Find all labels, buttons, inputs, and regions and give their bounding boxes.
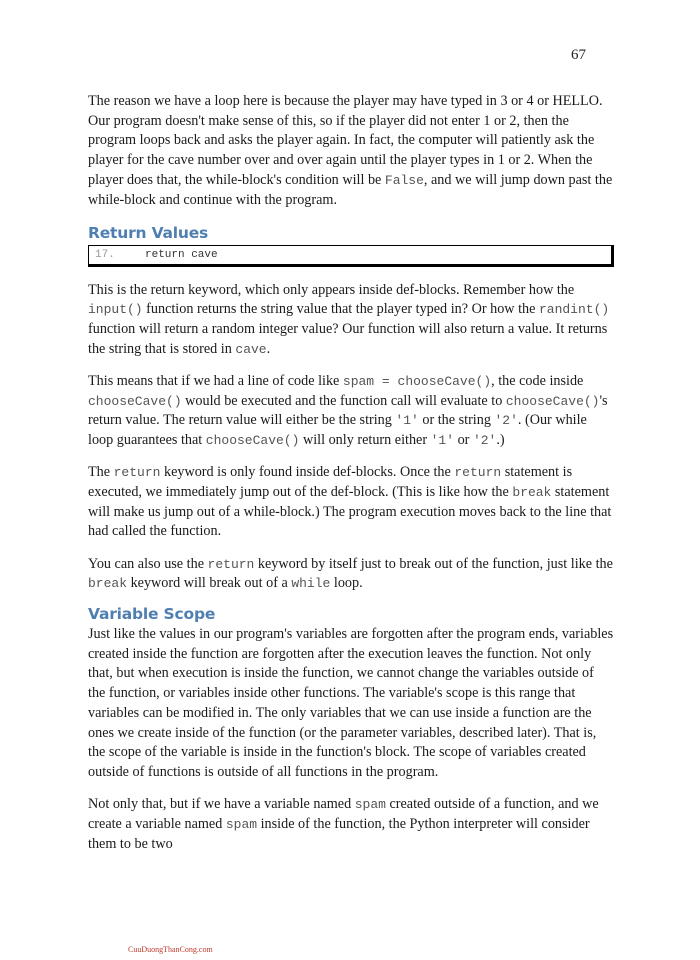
- return-paragraph-3: [88, 463, 614, 542]
- text: The reason we have a loop here is because the player may have typed in 3 or 4 or HELLO. Our program doesn't make sense of this, so if the player did not enter 1 or 2, then the program loops back and asks the player again. In fact, the computer will patiently ask the player for the cave number over and over again until the player types in 1 or 2. When the player does that, the while-block's condition will be: [88, 93, 603, 188]
- inline-code: '1': [430, 433, 455, 449]
- text: Not only that, but if we have a variable named: [88, 796, 355, 813]
- text: . (Our while loop guarantees that: [88, 412, 587, 449]
- text: would be executed and the function call will evaluate to: [181, 392, 506, 409]
- intro-paragraph: [88, 92, 614, 210]
- inline-code: spam: [225, 816, 258, 832]
- text: or the string: [418, 412, 495, 429]
- page-number: 67: [571, 47, 586, 63]
- code-block: [88, 245, 614, 267]
- text: statement is executed, we immediately jump out of the def-block. (This is like how the: [88, 464, 573, 501]
- inline-code: return: [207, 556, 255, 572]
- inline-code: break: [88, 576, 128, 592]
- text: inside of the function, the Python interpreter will consider them to be two: [88, 815, 590, 852]
- inline-code: return: [113, 465, 161, 481]
- inline-code: cave: [235, 341, 267, 357]
- text: loop.: [330, 575, 363, 592]
- inline-code: False: [384, 172, 424, 188]
- text: You can also use the: [88, 555, 208, 572]
- text: .): [496, 432, 505, 449]
- text: keyword by itself just to break out of the function, just like the: [254, 555, 613, 572]
- text: statement will make us jump out of a while-block.) The program execution moves back to the line that had called the function.: [88, 484, 612, 540]
- inline-code: spam: [354, 797, 386, 813]
- page-content: [88, 92, 614, 867]
- scope-paragraph-2: [88, 795, 614, 854]
- scope-paragraph-1: Just like the values in our program's variables are forgotten after the program ends, variables created inside the function are forgotten after the execution leaves the function. Not only that, but when execution is inside the function, we cannot change the variables outside of the function, or variables inside other functions. The variable's scope is this range that variables can be modified in. The only variables that we can use inside a function are the ones we create inside of the function (or the parameter variables, described later). That is, the scope of the variable is inside in the function's block. The scope of variables created outside of functions is outside of all functions in the program.: [88, 626, 614, 780]
- inline-code: spam = chooseCave(): [342, 374, 492, 390]
- text: or: [454, 432, 473, 449]
- inline-code: return: [454, 465, 502, 481]
- inline-code: '2': [472, 433, 497, 449]
- inline-code: '2': [494, 413, 518, 429]
- text: will only return either: [299, 432, 431, 449]
- inline-code: break: [512, 485, 552, 501]
- text: This means that if we had a line of code like: [88, 373, 343, 390]
- text: The: [88, 464, 114, 481]
- text: function returns the string value that the player typed in? Or how the: [142, 301, 539, 318]
- text: 's return value. The return value will either be the string: [88, 392, 608, 429]
- inline-code: while: [291, 576, 331, 592]
- inline-code: chooseCave(): [505, 393, 600, 409]
- text: .: [266, 340, 271, 357]
- text: created outside of a function, and we create a variable named: [88, 796, 599, 832]
- inline-code: chooseCave(): [88, 393, 182, 409]
- text: , and we will jump down past the while-block and continue with the program.: [88, 171, 613, 208]
- return-paragraph-2: [88, 372, 614, 451]
- code-line-text: return cave: [145, 248, 218, 261]
- text: , the code inside: [491, 373, 584, 390]
- inline-code: '1': [395, 413, 419, 429]
- inline-code: randint(): [538, 302, 610, 318]
- text: This is the return keyword, which only appears inside def-blocks. Remember how the: [88, 281, 575, 298]
- section-heading-variable-scope: Variable Scope: [88, 605, 216, 624]
- inline-code: chooseCave(): [205, 433, 300, 449]
- section-heading-return-values: Return Values: [88, 223, 209, 242]
- footer-watermark: CuuDuongThanCong.com: [128, 945, 213, 954]
- return-paragraph-4: [88, 555, 614, 594]
- text: function will return a random integer value? Our function will also return a value. It returns the string that is stored in: [88, 321, 608, 357]
- text: keyword will break out of a: [127, 575, 292, 592]
- return-paragraph-1: [88, 281, 614, 360]
- inline-code: input(): [88, 302, 143, 318]
- text: keyword is only found inside def-blocks. Once the: [160, 464, 455, 481]
- code-line-number: 17.: [95, 248, 115, 261]
